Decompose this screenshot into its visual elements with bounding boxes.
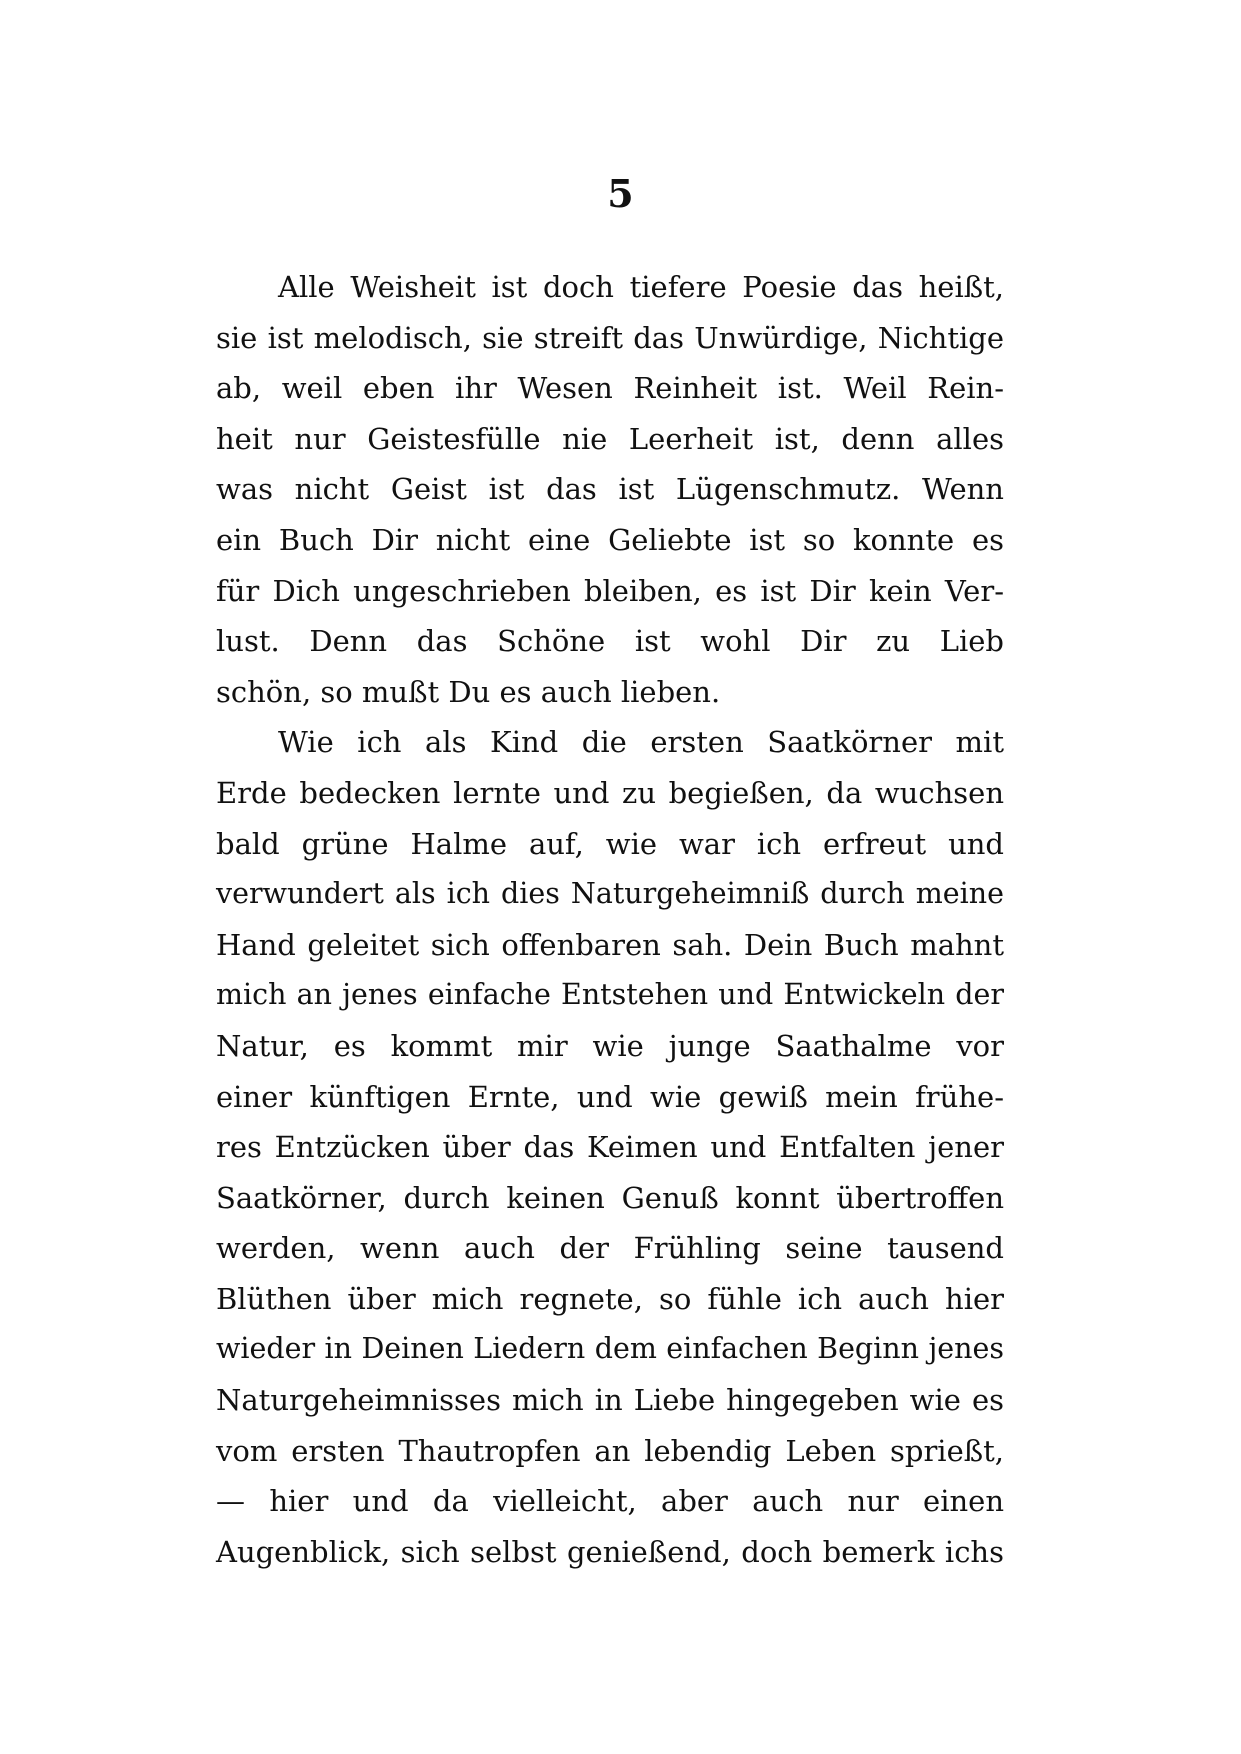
text-line: wieder in Deinen Liedern dem einfachen Beginn jenes [216,1332,1004,1366]
body-text [216,262,1004,1577]
paragraph-2 [216,717,1004,1577]
text-line: Saatkörner, durch keinen Genuß konnt übertroffen [216,1180,1004,1215]
text-line: sie ist melodisch, sie streift das Unwürdige, Nichtige [216,320,1004,355]
page-number: 5 [607,171,634,216]
text-line: res Entzücken über das Keimen und Entfalten jener [216,1130,1004,1165]
text-line: vom ersten Thautropfen an lebendig Leben sprießt, [216,1433,1004,1468]
text-line: bald grüne Halme auf, wie war ich erfreut und [216,826,1004,861]
text-line: Naturgeheimnisses mich in Liebe hingegeben wie es [216,1383,1004,1418]
text-line: Blüthen über mich regnete, so fühle ich auch hier [216,1281,1004,1316]
text-line: Erde bedecken lernte und zu begießen, da wuchsen [216,775,1004,810]
text-line: schön, so mußt Du es auch lieben. [216,674,721,709]
text-line: Wie ich als Kind die ersten Saatkörner mit [278,725,1004,760]
text-line: lust. Denn das Schöne ist wohl Dir zu Lieb [216,624,1004,659]
text-line: werden, wenn auch der Frühling seine tausend [216,1231,1004,1266]
text-line: Augenblick, sich selbst genießend, doch bemerk ichs [216,1534,1004,1569]
text-line: Natur, es kommt mir wie junge Saathalme vor [216,1028,1004,1063]
text-line: verwundert als ich dies Naturgeheimniß durch meine [216,877,1004,911]
text-line: heit nur Geistesfülle nie Leerheit ist, denn alles [216,421,1004,456]
text-line: einer künftigen Ernte, und wie gewiß mein frühe- [216,1079,1004,1114]
text-line: ab, weil eben ihr Wesen Reinheit ist. Weil Rein- [216,371,1004,406]
paragraph-1 [216,262,1004,717]
text-line: Hand geleitet sich offenbaren sah. Dein Buch mahnt [216,927,1004,962]
text-line: ein Buch Dir nicht eine Geliebte ist so konnte es [216,522,1004,557]
text-line: — hier und da vielleicht, aber auch nur einen [216,1484,1004,1519]
text-line: Alle Weisheit ist doch tiefere Poesie das heißt, [278,270,1004,304]
text-line: was nicht Geist ist das ist Lügenschmutz. Wenn [216,472,1004,507]
text-line: mich an jenes einfache Entstehen und Entwickeln der [216,978,1004,1012]
text-line: für Dich ungeschrieben bleiben, es ist Dir kein Ver- [216,573,1004,608]
